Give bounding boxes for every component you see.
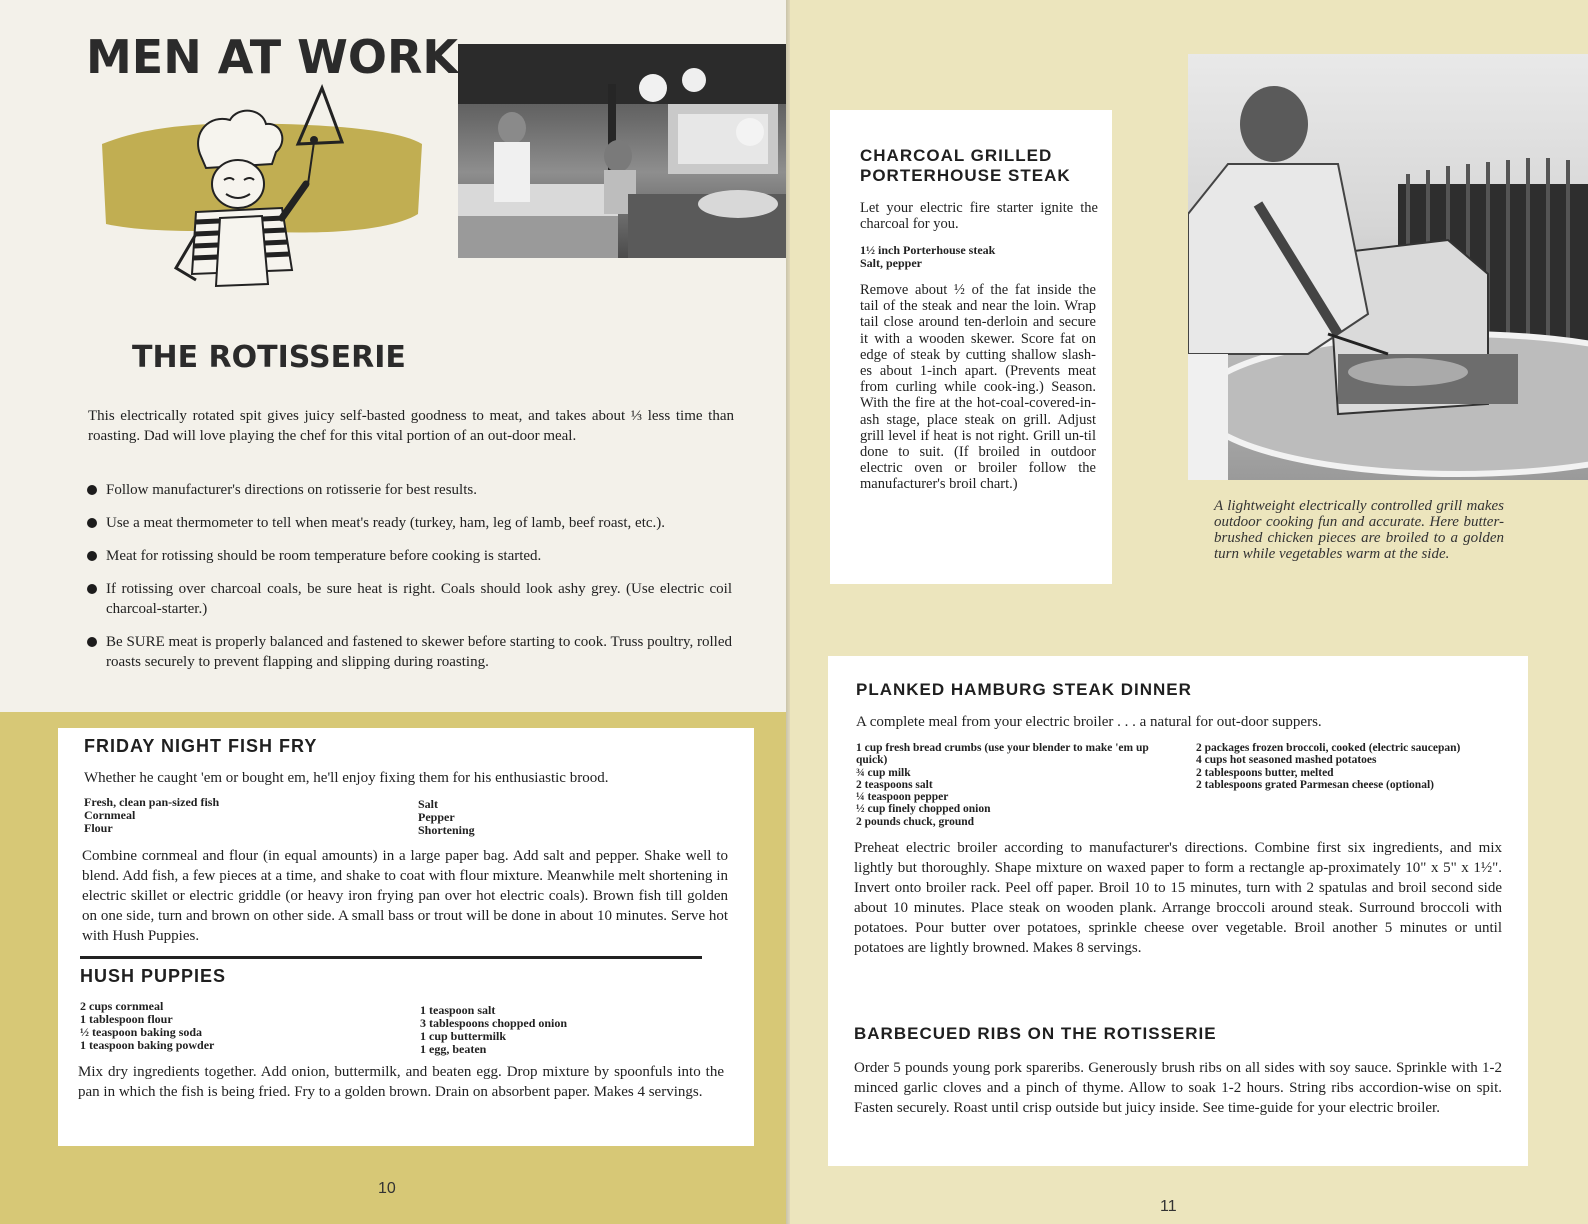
- tip-item: If rotissing over charcoal coals, be sure heat is right. Coals should look ashy grey. (Use electric coil charcoal-starter.): [86, 579, 732, 619]
- hamburg-ingredients-left: 1 cup fresh bread crumbs (use your blender to make 'em up quick) ¾ cup milk 2 teaspoons salt ¼ teaspoon pepper ½ cup finely chopped onion 2 pounds chuck, ground: [856, 742, 1149, 828]
- fish-fry-title: FRIDAY NIGHT FISH FRY: [84, 736, 318, 756]
- tip-item: Use a meat thermometer to tell when meat's ready (turkey, ham, leg of lamb, beef roast, etc.).: [86, 513, 732, 533]
- porterhouse-method: Remove about ½ of the fat inside the tail of the steak and near the loin. Wrap tail close around ten-derloin and secure it with a wooden skewer. Score fat on edge of steak by cutting shallow slash-es about 1-inch apart. (Prevents meat from curling while cook-ing.) Season. With the fire at the hot-coal-covered-in-ash stage, place steak on grill. Adjust grill level if heat is not right. Grill un-til done to suit. (If broiled in outdoor electric oven or broiler follow the manufacturer's broil chart.): [860, 282, 1096, 493]
- left-page: [0, 0, 790, 1224]
- divider-rule: [80, 956, 702, 959]
- section-title-rotisserie: THE ROTISSERIE: [132, 340, 406, 375]
- photo-caption: A lightweight electrically controlled grill makes outdoor cooking fun and accurate. Here butter-brushed chicken pieces are broiled to a golden turn while vegetables warm at the side.: [1214, 498, 1504, 562]
- fish-fry-ingredients-right: Salt Pepper Shortening: [418, 797, 475, 837]
- porterhouse-intro: Let your electric fire starter ignite the charcoal for you.: [860, 200, 1098, 232]
- hamburg-method: Preheat electric broiler according to manufacturer's directions. Combine first six ingredients, and mix lightly but thoroughly. Shape mixture on waxed paper to form a rectangle ap-proximately 10" x 5" x 1½". Invert onto broiler rack. Peel off paper. Broil 10 to 15 minutes, turn with 2 spatulas and broil second side about 10 minutes. Place steak on wooden plank. Arrange broccoli around steak. Surround broccoli with potatoes. Pour butter over potatoes, sprinkle cheese over vegetable. Broil another 5 minutes or until potatoes are lightly browned. Makes 8 servings.: [854, 840, 1502, 956]
- tip-item: Meat for rotissing should be room temperature before cooking is started.: [86, 546, 732, 566]
- rotisserie-intro: This electrically rotated spit gives juicy self-basted goodness to meat, and takes about ⅓ less time than roasting. Dad will love playing the chef for this vital portion of an out-door meal.: [88, 408, 734, 444]
- porterhouse-card: [830, 110, 1112, 584]
- chef-illustration: [92, 84, 432, 300]
- ribs-method: Order 5 pounds young pork spareribs. Generously brush ribs on all sides with soy sauce. Sprinkle with 1-2 minced garlic cloves and a pinch of thyme. Allow to soak 1-2 hours. String ribs accordion-wise on spit. Fasten securely. Roast until crisp outside but juicy inside. See time-guide for your electric broiler.: [854, 1060, 1502, 1116]
- fish-fry-card: [58, 728, 754, 1146]
- hamburg-ingredients-right: 2 packages frozen broccoli, cooked (electric saucepan) 4 cups hot seasoned mashed potatoes 2 tablespoons butter, melted 2 tablespoons grated Parmesan cheese (optional): [1196, 742, 1461, 791]
- rotisserie-tips: [86, 480, 732, 685]
- page-number-right: 11: [1160, 1198, 1177, 1215]
- hamburg-intro: A complete meal from your electric broiler . . . a natural for out-door suppers.: [856, 714, 1322, 730]
- fish-fry-method: Combine cornmeal and flour (in equal amounts) in a large paper bag. Add salt and pepper. Shake well to blend. Add fish, a few pieces at a time, and shake to coat with flour mixture. Meanwhile melt shortening in electric skillet or electric griddle (or heavy iron frying pan over hot electric coals). Brown fish till golden on one side, turn and brown on other side. A small bass or trout will be done in about 10 minutes. Serve hot with Hush Puppies.: [82, 848, 728, 944]
- ribs-title: BARBECUED RIBS ON THE ROTISSERIE: [854, 1024, 1217, 1043]
- porterhouse-title: CHARCOAL GRILLED PORTERHOUSE STEAK: [860, 146, 1071, 185]
- tip-item: Be SURE meat is properly balanced and fastened to skewer before starting to cook. Truss poultry, rolled roasts securely to prevent flapping and slipping during roasting.: [86, 632, 732, 672]
- porterhouse-ingredients: 1½ inch Porterhouse steak Salt, pepper: [860, 243, 996, 270]
- hush-puppies-title: HUSH PUPPIES: [80, 966, 227, 986]
- fish-fry-intro: Whether he caught 'em or bought em, he'll enjoy fixing them for his enthusiastic brood.: [84, 770, 609, 786]
- tip-item: Follow manufacturer's directions on rotisserie for best results.: [86, 480, 732, 500]
- kitchen-photo: [458, 44, 790, 258]
- grill-photo: [1188, 54, 1588, 480]
- page-number-left: 10: [378, 1180, 396, 1197]
- fish-fry-ingredients-left: Fresh, clean pan-sized fish Cornmeal Flour: [84, 795, 220, 835]
- hush-puppies-ingredients-right: 1 teaspoon salt 3 tablespoons chopped onion 1 cup buttermilk 1 egg, beaten: [420, 1003, 568, 1056]
- hamburg-card: [828, 656, 1528, 1166]
- page-title: MEN AT WORK: [86, 30, 459, 84]
- hush-puppies-method: Mix dry ingredients together. Add onion, buttermilk, and beaten egg. Drop mixture by spoonfuls into the pan in which the fish is being fried. Fry to a golden brown. Drain on absorbent paper. Makes 4 servings.: [78, 1064, 724, 1100]
- hush-puppies-ingredients-left: 2 cups cornmeal 1 tablespoon flour ½ teaspoon baking soda 1 teaspoon baking powder: [80, 999, 215, 1052]
- right-page: [790, 0, 1588, 1224]
- hamburg-title: PLANKED HAMBURG STEAK DINNER: [856, 680, 1192, 699]
